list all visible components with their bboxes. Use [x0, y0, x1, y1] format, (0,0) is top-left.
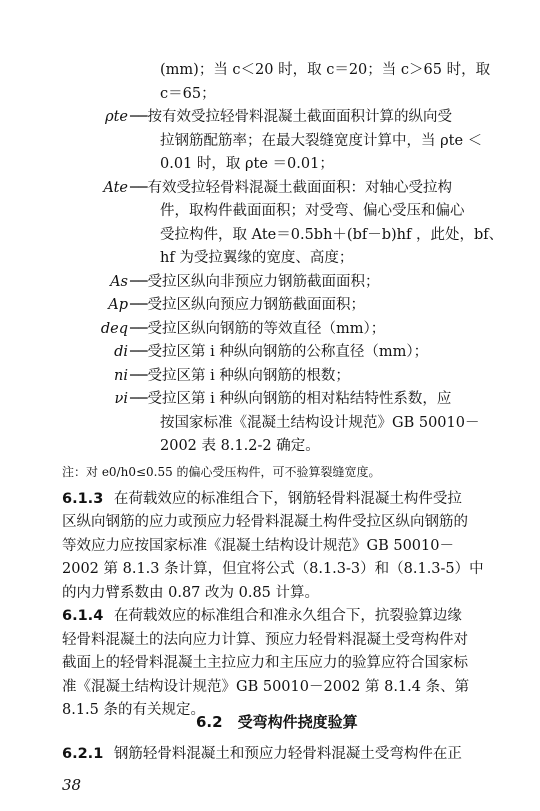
text-line: 的内力臂系数由 0.87 改为 0.85 计算。 — [62, 584, 320, 601]
text-line: (mm)；当 c＜20 时，取 c＝20；当 c＞65 时，取 — [160, 62, 491, 78]
symbol-a-s: As — [110, 273, 128, 290]
paragraph-6-1-4-first-line — [62, 606, 462, 626]
text-line: ──按有效受拉轻骨料混凝土截面面积计算的纵向受 — [130, 109, 452, 125]
clause-text: 钢筋轻骨料混凝土和预应力轻骨料混凝土受弯构件在正 — [113, 746, 462, 762]
text-line: ──受拉区纵向钢筋的等效直径（mm）； — [130, 320, 386, 337]
symbol-d-eq: deq — [100, 320, 128, 337]
symbol-a-te: Ate — [103, 179, 128, 196]
text-line: ──受拉区纵向非预应力钢筋截面面积； — [130, 273, 380, 290]
symbol-d-i: di — [114, 344, 128, 360]
text-line: 件，取构件截面面积；对受弯、偏心受压和偏心 — [160, 203, 465, 219]
text-line: 区纵向钢筋的应力或预应力轻骨料混凝土构件受拉区纵向钢筋的 — [62, 514, 468, 530]
symbol-n-i: ni — [114, 367, 128, 384]
page-number: 38 — [62, 776, 82, 794]
section-heading: 6.2 受弯构件挠度验算 — [196, 713, 358, 731]
clause-text: 在荷载效应的标准组合下，钢筋轻骨料混凝土构件受拉 — [113, 490, 462, 507]
symbol-a-p: Ap — [108, 297, 128, 313]
text-line: 按国家标准《混凝土结构设计规范》GB 50010－ — [160, 414, 480, 431]
text-line: ──有效受拉轻骨料混凝土截面面积：对轴心受拉构 — [130, 179, 452, 196]
text-line: ──受拉区第 i 种纵向钢筋的相对粘结特性系数，应 — [130, 391, 452, 407]
clause-number: 6.1.4 — [62, 608, 104, 624]
clause-number: 6.2.1 — [62, 746, 104, 762]
text-line: ──受拉区第 i 种纵向钢筋的公称直径（mm）； — [130, 344, 429, 360]
symbol-rho-te: ρte — [105, 109, 128, 125]
text-line: c＝65； — [160, 85, 216, 102]
note: 注：对 e0/h0≤0.55 的偏心受压构件，可不验算裂缝宽度。 — [62, 465, 381, 480]
text-line: 2002 第 8.1.3 条计算，但宜将公式（8.1.3-3）和（8.1.3-5）中 — [62, 561, 484, 577]
text-line: 2002 表 8.1.2-2 确定。 — [160, 438, 320, 454]
text-line: hf 为受拉翼缘的宽度、高度； — [160, 250, 354, 266]
text-line: 准《混凝土结构设计规范》GB 50010－2002 第 8.1.4 条、第 — [62, 678, 470, 695]
text-line: 轻骨料混凝土的法向应力计算、预应力轻骨料混凝土受弯构件对 — [62, 631, 468, 648]
paragraph-6-1-3-first-line — [62, 489, 462, 509]
text-line: ──受拉区第 i 种纵向钢筋的根数； — [130, 367, 350, 384]
text-line: 等效应力应按国家标准《混凝土结构设计规范》GB 50010－ — [62, 537, 454, 554]
symbol-nu-i: νi — [114, 391, 128, 407]
text-line: 截面上的轻骨料混凝土主拉应力和主压应力的验算应符合国家标 — [62, 655, 468, 671]
clause-text: 在荷载效应的标准组合和准永久组合下，抗裂验算边缘 — [113, 608, 462, 624]
text-line: 8.1.5 条的有关规定。 — [62, 702, 206, 718]
text-line: 拉钢筋配筋率；在最大裂缝宽度计算中，当 ρte ＜ — [160, 132, 483, 149]
paragraph-6-2-1-first-line — [62, 744, 462, 764]
text-line: ──受拉区纵向预应力钢筋截面面积； — [130, 297, 365, 313]
text-line: 受拉构件，取 Ate＝0.5bh＋(bf－b)hf ，此处，bf、 — [160, 226, 504, 243]
text-line: 0.01 时，取 ρte ＝0.01； — [160, 156, 334, 172]
clause-number: 6.1.3 — [62, 490, 104, 507]
